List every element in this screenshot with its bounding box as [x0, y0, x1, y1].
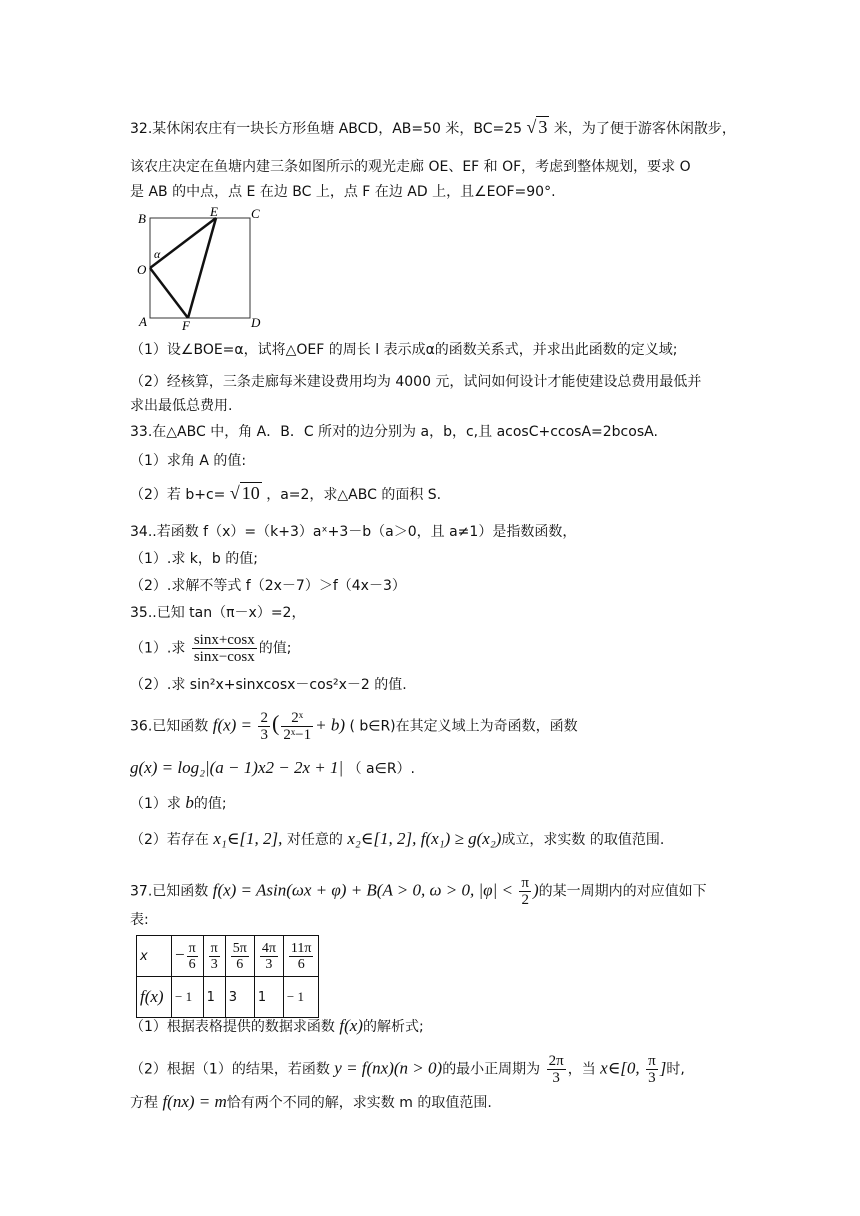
- pi-over-2: $\frac{\pi}{2}$: [521, 875, 529, 908]
- x-cell: $\frac{4\pi}{3}$: [254, 936, 283, 977]
- q36-line1: 36.已知函数 f(x) = $\frac{2}{3}$ ( $\frac{\text{2ˣ}}{\text{2ˣ−1}}$ + b) ( b∈R)在其定义域上为奇函数，函数: [130, 710, 578, 743]
- sqrt-10: √ 10: [229, 483, 260, 503]
- fx-cell: − 1: [283, 977, 319, 1018]
- period-fraction: $\frac{2\pi}{3}$: [548, 1053, 564, 1086]
- sqrt-3: √ 3: [526, 117, 548, 137]
- q32-line2: 该农庄决定在鱼塘内建三条如图所示的观光走廊 OE、EF 和 OF，考虑到整体规划，要求 O: [130, 159, 691, 175]
- q34-part1: （1）.求 k，b 的值;: [130, 551, 258, 567]
- q36-line2: g(x) = log₂|(a − 1)x2 − 2x + 1| （ a∈R）.: [130, 758, 416, 777]
- trig-fraction: $\frac{\sin x+\cos x}{\sin x-\cos x}$: [193, 632, 255, 665]
- fx-cell: − 1: [172, 977, 204, 1018]
- x-cell: $\frac{11\pi}{6}$: [283, 936, 319, 977]
- q35-line1: 35..已知 tan（π－x）=2，: [130, 605, 306, 621]
- label-f: F: [182, 318, 190, 333]
- pi-over-3: $\frac{\pi}{3}$: [648, 1053, 656, 1086]
- q37-part1: （1）根据表格提供的数据求函数 f(x)的解析式;: [130, 1016, 424, 1035]
- q32-line1: 32.某休闲农庄有一块长方形鱼塘 ABCD，AB=50 米，BC=25 √ 3 米，为了便于游客休闲散步，: [130, 117, 736, 137]
- label-alpha: α: [154, 247, 161, 261]
- q32-part1: （1）设∠BOE=α，试将△OEF 的周长 l 表示成α的函数关系式，并求出此函数的定义域;: [130, 342, 678, 358]
- q32-part2a: （2）经核算，三条走廊每米建设费用均为 4000 元，试问如何设计才能使建设总费用最低并: [130, 374, 702, 390]
- q37-line2: 表:: [130, 912, 149, 928]
- rectangle-figure: [130, 206, 270, 334]
- x-cell: $\frac{\pi}{3}$: [203, 936, 225, 977]
- label-b: B: [138, 211, 146, 226]
- fx-header: f(x): [137, 977, 172, 1018]
- segment-ef: [188, 218, 216, 318]
- q33-part2: （2）若 b+c= √ 10 ，a=2，求△ABC 的面积 S.: [130, 483, 442, 503]
- q37-line1: 37.已知函数 f(x) = Asin(ωx + φ) + B(A > 0, ω > 0, |φ| < $\frac{\pi}{2}$ )的某一周期内的对应值如下: [130, 875, 707, 908]
- pond-rectangle: [150, 218, 250, 318]
- q33-part1: （1）求角 A 的值:: [130, 453, 247, 469]
- table-row: [137, 936, 319, 977]
- q36-part1: （1）求 b的值;: [130, 793, 227, 812]
- q36-part2: （2）若存在 x₁∈[1, 2], 对任意的 x₂∈[1, 2], f(x₁) ≥ g(x₂)成立，求实数 的取值范围.: [130, 829, 665, 848]
- values-table: [136, 935, 319, 1018]
- fx-cell: 3: [225, 977, 254, 1018]
- q37-part3: 方程 f(nx) = m恰有两个不同的解，求实数 m 的取值范围.: [130, 1092, 492, 1111]
- two-thirds: $\frac{2}{3}$: [260, 710, 268, 743]
- segment-of: [150, 268, 188, 318]
- x-header: x: [137, 936, 172, 977]
- fx-cell: 1: [254, 977, 283, 1018]
- q34-line1: 34..若函数 f（x）=（k+3）aˣ+3－b（a＞0，且 a≠1）是指数函数，: [130, 524, 577, 540]
- table-row: [137, 977, 319, 1018]
- label-o: O: [137, 262, 147, 277]
- q37-part2: （2）根据（1）的结果，若函数 y = f(nx)(n > 0)的最小正周期为 $\frac{2\pi}{3}$ ，当 x∈[0, $\frac{\pi}{3}$ ]时,: [130, 1053, 685, 1086]
- q32-part2b: 求出最低总费用.: [130, 398, 233, 414]
- label-d: D: [251, 315, 261, 330]
- label-a: A: [139, 314, 147, 329]
- q32-line3: 是 AB 的中点，点 E 在边 BC 上，点 F 在边 AD 上，且∠EOF=90°.: [130, 184, 556, 200]
- x-cell: $\frac{5\pi}{6}$: [225, 936, 254, 977]
- q35-part2: （2）.求 sin²x+sinxcosx－cos²x－2 的值.: [130, 677, 407, 693]
- q35-part1: （1）.求 $\frac{\sin x+\cos x}{\sin x-\cos x}$ 的值;: [130, 632, 292, 665]
- q34-part2: （2）.求解不等式 f（2x－7）＞f（4x－3）: [130, 578, 406, 594]
- q33-line1: 33.在△ABC 中，角 A．B．C 所对的边分别为 a，b，c,且 acosC+ccosA=2bcosA.: [130, 424, 658, 440]
- x-cell: − $\frac{\pi}{6}$: [172, 936, 204, 977]
- label-e: E: [210, 206, 218, 219]
- fx-cell: 1: [203, 977, 225, 1018]
- exp-fraction: $\frac{\text{2ˣ}}{\text{2ˣ−1}}$: [283, 710, 312, 743]
- label-c: C: [251, 206, 260, 221]
